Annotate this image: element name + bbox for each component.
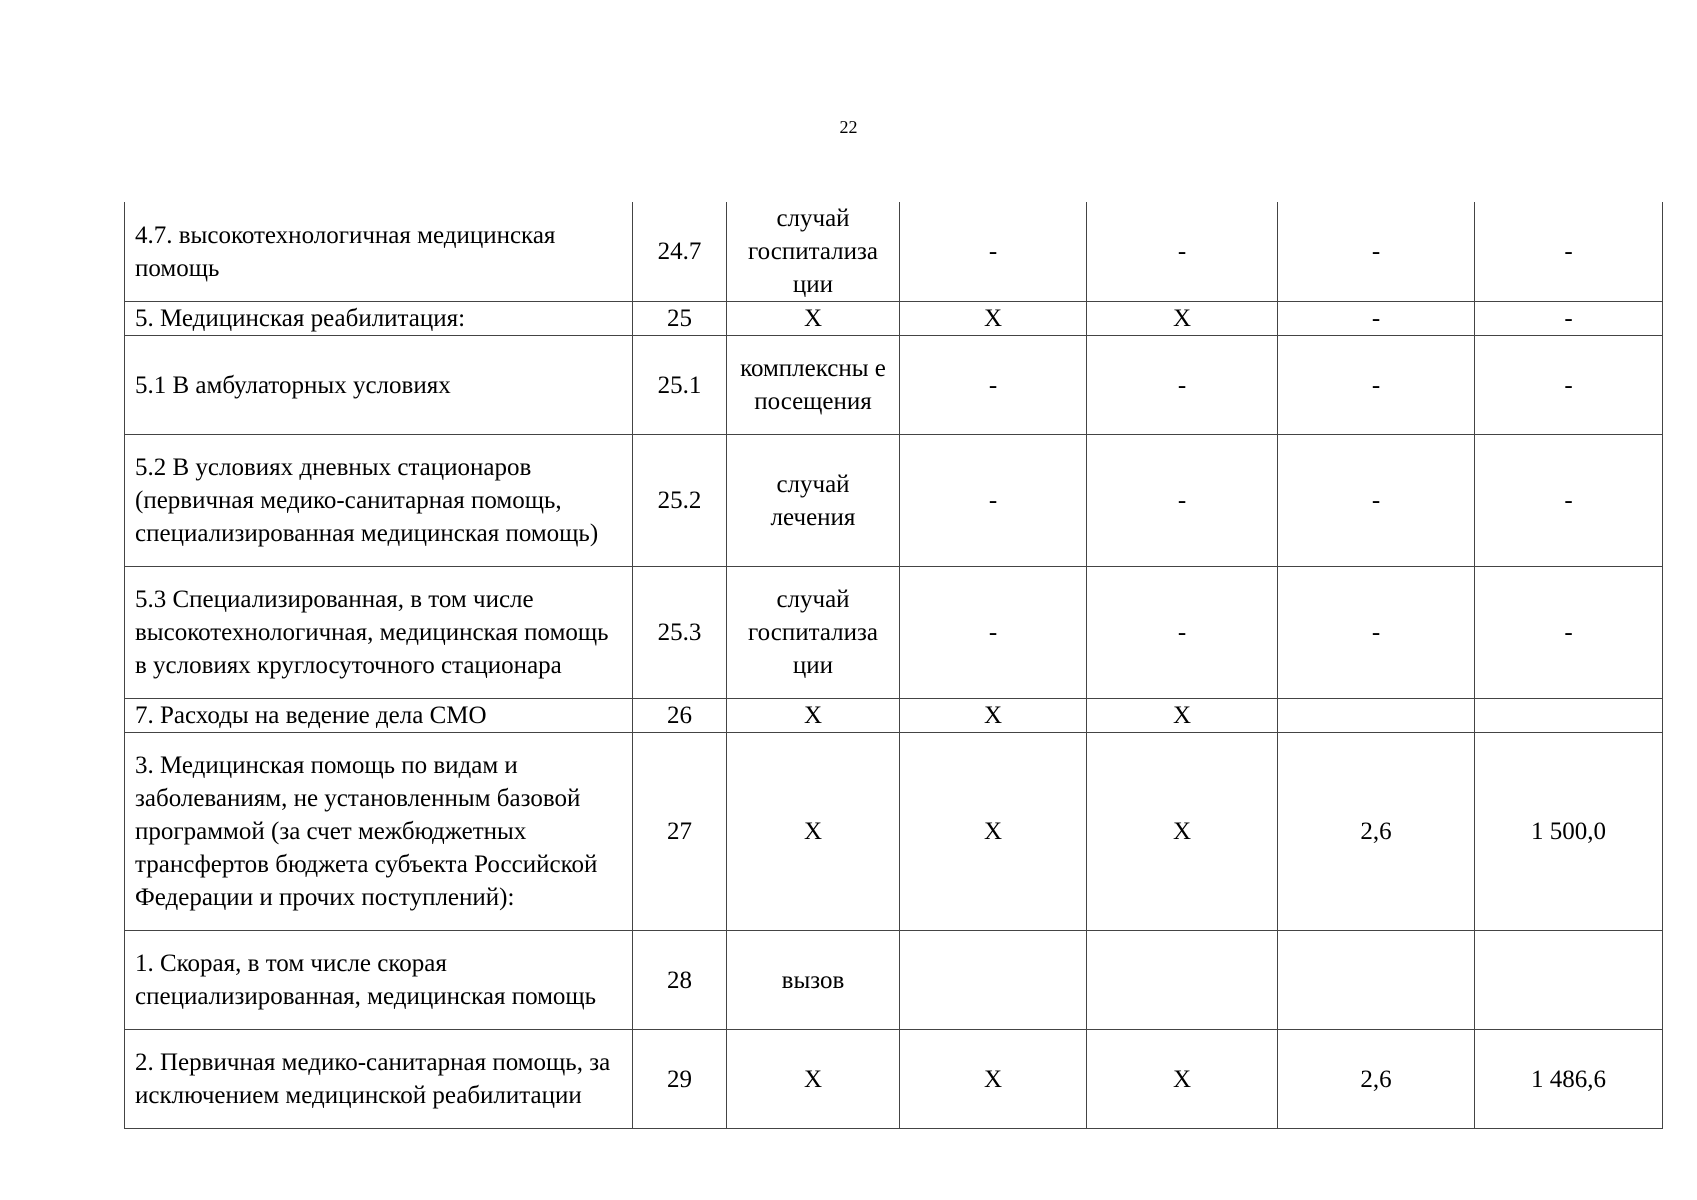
row-cell: - <box>1087 336 1278 435</box>
row-name: 7. Расходы на ведение дела СМО <box>125 699 633 733</box>
row-cell <box>1475 931 1663 1030</box>
row-unit: случай лечения <box>727 435 900 567</box>
row-cell: - <box>900 202 1087 302</box>
row-cell: - <box>1278 336 1475 435</box>
row-cell: - <box>900 336 1087 435</box>
row-cell: 1 486,6 <box>1475 1030 1663 1129</box>
row-unit: комплексны е посещения <box>727 336 900 435</box>
row-cell <box>1278 931 1475 1030</box>
row-cell: Х <box>900 733 1087 931</box>
row-name: 5.1 В амбулаторных условиях <box>125 336 633 435</box>
table-row <box>125 699 1663 733</box>
row-name: 2. Первичная медико-санитарная помощь, за исключением медицинской реабилитации <box>125 1030 633 1129</box>
row-cell: - <box>1087 567 1278 699</box>
row-cell: - <box>1475 567 1663 699</box>
row-name: 5. Медицинская реабилитация: <box>125 302 633 336</box>
row-cell: - <box>900 567 1087 699</box>
row-name: 4.7. высокотехнологичная медицинская помощь <box>125 202 633 302</box>
row-unit: Х <box>727 699 900 733</box>
row-unit: Х <box>727 302 900 336</box>
row-code: 25.2 <box>633 435 727 567</box>
page-number: 22 <box>839 117 858 137</box>
row-cell: - <box>1475 336 1663 435</box>
row-cell: Х <box>1087 699 1278 733</box>
row-name: 1. Скорая, в том числе скорая специализированная, медицинская помощь <box>125 931 633 1030</box>
row-cell <box>900 931 1087 1030</box>
row-cell: - <box>1278 435 1475 567</box>
row-cell: Х <box>900 302 1087 336</box>
row-cell: - <box>1278 202 1475 302</box>
row-cell: Х <box>900 1030 1087 1129</box>
table-row <box>125 567 1663 699</box>
row-cell <box>1278 699 1475 733</box>
row-cell: 1 500,0 <box>1475 733 1663 931</box>
row-cell: - <box>1087 435 1278 567</box>
row-code: 27 <box>633 733 727 931</box>
row-name: 5.3 Специализированная, в том числе высокотехнологичная, медицинская помощь в условиях круглосуточного стационара <box>125 567 633 699</box>
row-code: 26 <box>633 699 727 733</box>
row-unit: Х <box>727 1030 900 1129</box>
row-unit: вызов <box>727 931 900 1030</box>
row-cell: Х <box>900 699 1087 733</box>
row-cell: Х <box>1087 1030 1278 1129</box>
row-code: 29 <box>633 1030 727 1129</box>
row-cell: - <box>1475 435 1663 567</box>
row-unit: случай госпитализа ции <box>727 202 900 302</box>
row-cell: - <box>1087 202 1278 302</box>
row-cell <box>1087 931 1278 1030</box>
table-row <box>125 1030 1663 1129</box>
row-unit: случай госпитализа ции <box>727 567 900 699</box>
row-cell: - <box>1475 202 1663 302</box>
row-code: 28 <box>633 931 727 1030</box>
table-row <box>125 202 1663 302</box>
row-cell: - <box>1278 567 1475 699</box>
row-code: 25 <box>633 302 727 336</box>
row-cell <box>1475 699 1663 733</box>
row-code: 24.7 <box>633 202 727 302</box>
row-cell: Х <box>1087 733 1278 931</box>
table-row <box>125 733 1663 931</box>
row-unit: Х <box>727 733 900 931</box>
row-cell: - <box>1475 302 1663 336</box>
row-cell: 2,6 <box>1278 733 1475 931</box>
table-row <box>125 931 1663 1030</box>
row-name: 3. Медицинская помощь по видам и заболеваниям, не установленным базовой программой (за счет межбюджетных трансфертов бюджета субъекта Российской Федерации и прочих поступлений): <box>125 733 633 931</box>
row-cell: 2,6 <box>1278 1030 1475 1129</box>
budget-table <box>124 202 1663 1129</box>
table-row <box>125 435 1663 567</box>
row-cell: Х <box>1087 302 1278 336</box>
row-cell: - <box>900 435 1087 567</box>
row-cell: - <box>1278 302 1475 336</box>
table-row <box>125 302 1663 336</box>
row-name: 5.2 В условиях дневных стационаров (первичная медико-санитарная помощь, специализированная медицинская помощь) <box>125 435 633 567</box>
table-row <box>125 336 1663 435</box>
row-code: 25.3 <box>633 567 727 699</box>
row-code: 25.1 <box>633 336 727 435</box>
